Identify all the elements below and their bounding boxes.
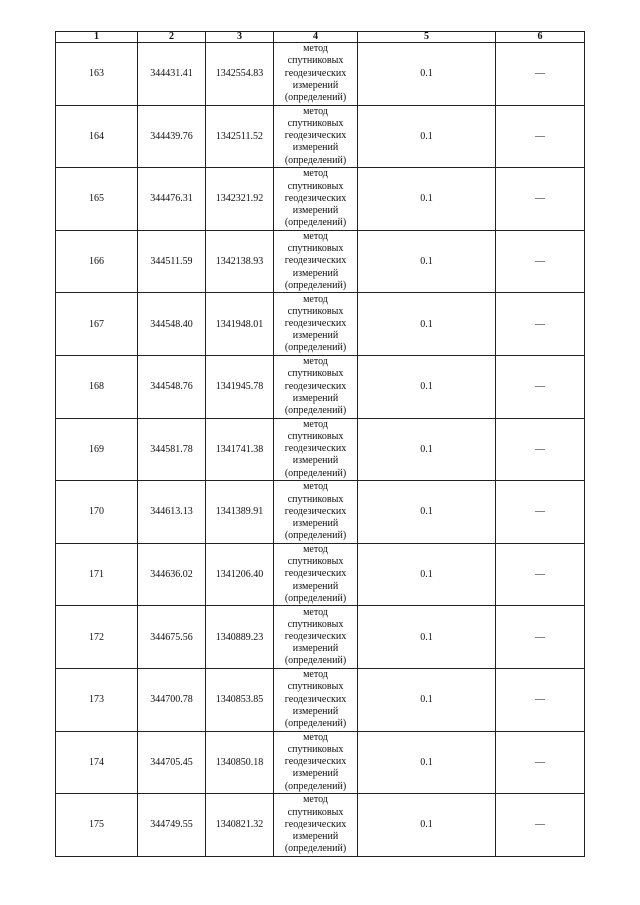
method-line: (определений) xyxy=(284,843,347,855)
accuracy-cell: 0.1 xyxy=(358,543,496,606)
y-coordinate-cell: 1342554.83 xyxy=(206,43,274,106)
table-row xyxy=(56,543,585,606)
table-row xyxy=(56,230,585,293)
method-line: (определений) xyxy=(284,530,347,542)
method-line: (определений) xyxy=(284,405,347,417)
note-cell: — xyxy=(496,794,585,857)
method-line: геодезических xyxy=(284,130,347,142)
method-line: измерений xyxy=(292,768,339,780)
accuracy-cell: 0.1 xyxy=(358,168,496,231)
x-coordinate-cell: 344613.13 xyxy=(138,481,206,544)
point-number-cell: 167 xyxy=(56,293,138,356)
method-line: спутниковых xyxy=(287,493,344,505)
method-line: измерений xyxy=(292,267,339,279)
x-coordinate-cell: 344476.31 xyxy=(138,168,206,231)
accuracy-cell: 0.1 xyxy=(358,293,496,356)
note-cell: — xyxy=(496,543,585,606)
x-coordinate-cell: 344511.59 xyxy=(138,230,206,293)
method-line: геодезических xyxy=(284,505,347,517)
point-number-cell: 164 xyxy=(56,105,138,168)
accuracy-cell: 0.1 xyxy=(358,481,496,544)
method-line: (определений) xyxy=(284,655,347,667)
method-line: спутниковых xyxy=(287,556,344,568)
x-coordinate-cell: 344700.78 xyxy=(138,668,206,731)
method-line: геодезических xyxy=(284,67,347,79)
point-number-cell: 173 xyxy=(56,668,138,731)
method-line: метод xyxy=(303,481,328,493)
x-coordinate-cell: 344548.76 xyxy=(138,355,206,418)
y-coordinate-cell: 1341206.40 xyxy=(206,543,274,606)
method-line: (определений) xyxy=(284,217,347,229)
y-coordinate-cell: 1340853.85 xyxy=(206,668,274,731)
accuracy-cell: 0.1 xyxy=(358,731,496,794)
y-coordinate-cell: 1341948.01 xyxy=(206,293,274,356)
method-line: геодезических xyxy=(284,255,347,267)
y-coordinate-cell: 1341389.91 xyxy=(206,481,274,544)
point-number-cell: 168 xyxy=(56,355,138,418)
y-coordinate-cell: 1340850.18 xyxy=(206,731,274,794)
x-coordinate-cell: 344636.02 xyxy=(138,543,206,606)
x-coordinate-cell: 344548.40 xyxy=(138,293,206,356)
method-cell xyxy=(274,606,358,669)
method-line: измерений xyxy=(292,79,339,91)
method-line: геодезических xyxy=(284,318,347,330)
note-cell: — xyxy=(496,105,585,168)
method-cell xyxy=(274,105,358,168)
x-coordinate-cell: 344705.45 xyxy=(138,731,206,794)
table-row xyxy=(56,105,585,168)
note-cell: — xyxy=(496,418,585,481)
header-col-5: 5 xyxy=(358,32,496,43)
method-line: метод xyxy=(303,669,328,681)
method-line: спутниковых xyxy=(287,806,344,818)
note-cell: — xyxy=(496,481,585,544)
coordinates-table xyxy=(55,31,585,857)
table-row xyxy=(56,668,585,731)
method-line: спутниковых xyxy=(287,180,344,192)
accuracy-cell: 0.1 xyxy=(358,230,496,293)
method-line: спутниковых xyxy=(287,681,344,693)
method-line: измерений xyxy=(292,831,339,843)
y-coordinate-cell: 1341945.78 xyxy=(206,355,274,418)
header-col-3: 3 xyxy=(206,32,274,43)
method-line: метод xyxy=(303,356,328,368)
x-coordinate-cell: 344439.76 xyxy=(138,105,206,168)
accuracy-cell: 0.1 xyxy=(358,355,496,418)
method-line: измерений xyxy=(292,205,339,217)
method-line: метод xyxy=(303,606,328,618)
method-line: геодезических xyxy=(284,443,347,455)
method-line: (определений) xyxy=(284,718,347,730)
method-cell xyxy=(274,543,358,606)
method-line: (определений) xyxy=(284,467,347,479)
method-line: геодезических xyxy=(284,631,347,643)
header-col-1: 1 xyxy=(56,32,138,43)
method-line: измерений xyxy=(292,643,339,655)
table-row xyxy=(56,293,585,356)
accuracy-cell: 0.1 xyxy=(358,43,496,106)
accuracy-cell: 0.1 xyxy=(358,418,496,481)
method-line: метод xyxy=(303,544,328,556)
table-body xyxy=(56,43,585,857)
y-coordinate-cell: 1341741.38 xyxy=(206,418,274,481)
method-line: измерений xyxy=(292,705,339,717)
method-line: спутниковых xyxy=(287,55,344,67)
method-line: (определений) xyxy=(284,92,347,104)
note-cell: — xyxy=(496,731,585,794)
y-coordinate-cell: 1342138.93 xyxy=(206,230,274,293)
method-line: геодезических xyxy=(284,756,347,768)
point-number-cell: 175 xyxy=(56,794,138,857)
method-cell xyxy=(274,668,358,731)
method-line: спутниковых xyxy=(287,243,344,255)
method-line: геодезических xyxy=(284,568,347,580)
y-coordinate-cell: 1342321.92 xyxy=(206,168,274,231)
point-number-cell: 174 xyxy=(56,731,138,794)
method-line: метод xyxy=(303,43,328,55)
method-line: геодезических xyxy=(284,693,347,705)
table-row xyxy=(56,731,585,794)
method-line: измерений xyxy=(292,142,339,154)
accuracy-cell: 0.1 xyxy=(358,794,496,857)
method-line: спутниковых xyxy=(287,618,344,630)
x-coordinate-cell: 344675.56 xyxy=(138,606,206,669)
y-coordinate-cell: 1340821.32 xyxy=(206,794,274,857)
method-cell xyxy=(274,230,358,293)
point-number-cell: 166 xyxy=(56,230,138,293)
method-line: измерений xyxy=(292,455,339,467)
method-line: измерений xyxy=(292,392,339,404)
method-line: метод xyxy=(303,168,328,180)
table-row xyxy=(56,606,585,669)
method-line: метод xyxy=(303,418,328,430)
method-cell xyxy=(274,794,358,857)
point-number-cell: 172 xyxy=(56,606,138,669)
method-line: метод xyxy=(303,293,328,305)
y-coordinate-cell: 1340889.23 xyxy=(206,606,274,669)
header-col-4: 4 xyxy=(274,32,358,43)
method-line: спутниковых xyxy=(287,431,344,443)
method-cell xyxy=(274,418,358,481)
method-line: геодезических xyxy=(284,192,347,204)
method-line: спутниковых xyxy=(287,368,344,380)
table-row xyxy=(56,168,585,231)
note-cell: — xyxy=(496,355,585,418)
x-coordinate-cell: 344581.78 xyxy=(138,418,206,481)
note-cell: — xyxy=(496,668,585,731)
method-line: метод xyxy=(303,105,328,117)
method-line: метод xyxy=(303,794,328,806)
method-cell xyxy=(274,43,358,106)
table-row xyxy=(56,481,585,544)
method-line: (определений) xyxy=(284,279,347,291)
point-number-cell: 171 xyxy=(56,543,138,606)
table-row xyxy=(56,418,585,481)
note-cell: — xyxy=(496,606,585,669)
method-line: (определений) xyxy=(284,154,347,166)
header-col-6: 6 xyxy=(496,32,585,43)
method-line: геодезических xyxy=(284,818,347,830)
method-line: метод xyxy=(303,231,328,243)
point-number-cell: 165 xyxy=(56,168,138,231)
note-cell: — xyxy=(496,230,585,293)
method-line: геодезических xyxy=(284,380,347,392)
accuracy-cell: 0.1 xyxy=(358,606,496,669)
header-col-2: 2 xyxy=(138,32,206,43)
method-cell xyxy=(274,293,358,356)
note-cell: — xyxy=(496,43,585,106)
table-row xyxy=(56,794,585,857)
method-cell xyxy=(274,355,358,418)
header-row xyxy=(56,32,585,43)
x-coordinate-cell: 344749.55 xyxy=(138,794,206,857)
table-row xyxy=(56,43,585,106)
method-line: измерений xyxy=(292,330,339,342)
note-cell: — xyxy=(496,168,585,231)
method-cell xyxy=(274,731,358,794)
y-coordinate-cell: 1342511.52 xyxy=(206,105,274,168)
method-line: метод xyxy=(303,731,328,743)
method-line: (определений) xyxy=(284,592,347,604)
point-number-cell: 163 xyxy=(56,43,138,106)
method-line: (определений) xyxy=(284,780,347,792)
method-cell xyxy=(274,168,358,231)
method-line: спутниковых xyxy=(287,744,344,756)
table-row xyxy=(56,355,585,418)
method-line: измерений xyxy=(292,580,339,592)
method-line: измерений xyxy=(292,518,339,530)
table-header xyxy=(56,32,585,43)
note-cell: — xyxy=(496,293,585,356)
accuracy-cell: 0.1 xyxy=(358,105,496,168)
point-number-cell: 169 xyxy=(56,418,138,481)
method-line: спутниковых xyxy=(287,118,344,130)
accuracy-cell: 0.1 xyxy=(358,668,496,731)
method-line: спутниковых xyxy=(287,305,344,317)
method-cell xyxy=(274,481,358,544)
x-coordinate-cell: 344431.41 xyxy=(138,43,206,106)
method-line: (определений) xyxy=(284,342,347,354)
point-number-cell: 170 xyxy=(56,481,138,544)
